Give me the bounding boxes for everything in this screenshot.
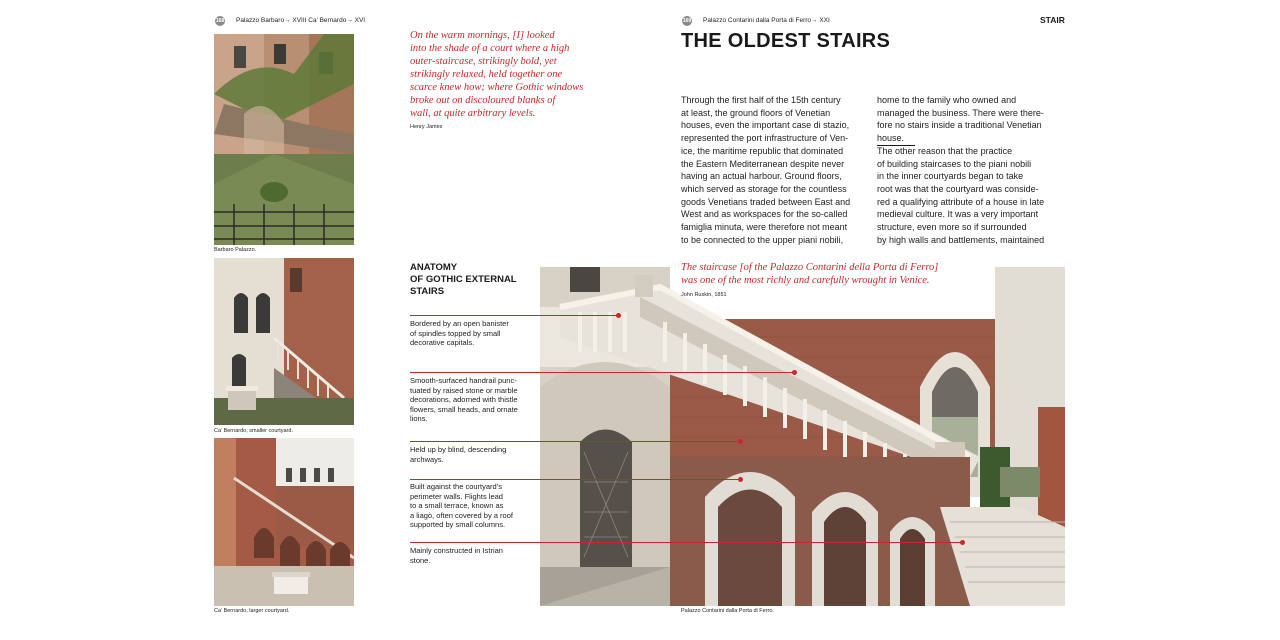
note-line: to a small terrace, known as (410, 501, 504, 510)
quote-line: wall, at quite arbitrary levels. (410, 108, 536, 119)
page-title: THE OLDEST STAIRS (681, 30, 891, 52)
quote-line: strikingly relaxed, held together one (410, 69, 563, 80)
body-line: famiglia minuta, were therefore not meant (681, 222, 848, 233)
body-line: home to the family who owned and (877, 95, 1017, 105)
note-line: tuated by raised stone or marble (410, 385, 518, 395)
note-line: stone. (410, 555, 431, 565)
photo-caption-ca-bernardo-smaller: Ca’ Bernardo, smaller courtyard. (214, 428, 293, 434)
callout-dot-handrail (792, 370, 797, 375)
note-line: supported by small columns. (410, 520, 506, 529)
note-line: Mainly constructed in Istrian (410, 546, 503, 555)
body-line: Through the first half of the 15th century (681, 95, 841, 105)
anatomy-heading-line: STAIRS (410, 286, 445, 297)
quote-henry-james (410, 29, 610, 120)
photo-caption-ca-bernardo-larger: Ca’ Bernardo, larger courtyard. (214, 608, 290, 614)
callout-line-banister (410, 315, 618, 316)
running-header-left: Palazzo Barbaro→ XVIII Ca’ Bernardo→ XVI (236, 17, 366, 24)
body-line: represented the port infrastructure of Ven- (681, 133, 849, 144)
quote-line: outer-staircase, strikingly bold, yet (410, 56, 557, 67)
note-line: Held up by blind, descending (410, 445, 507, 454)
note-line: decorations, adorned with thistle (410, 395, 518, 404)
body-line: The other reason that the practice (877, 145, 1013, 156)
quote-line: The staircase [of the Palazzo Contarini della Porta di Ferro] (681, 262, 939, 273)
section-label: STAIR (1040, 15, 1065, 25)
callout-dot-archways (738, 439, 743, 444)
paragraph-rule (877, 145, 915, 146)
body-line: in the inner courtyards began to take (877, 171, 1024, 182)
body-column-2 (877, 94, 1069, 246)
callout-line-handrail (410, 372, 794, 373)
quote-author-henry-james: Henry James (410, 124, 443, 130)
body-line: ice, the maritime republic that dominated (681, 145, 844, 156)
quote-john-ruskin (681, 261, 971, 287)
body-line: having an actual harbour. Ground floors, (681, 171, 842, 182)
quote-author-john-ruskin: John Ruskin, 1851 (681, 292, 727, 298)
quote-line: was one of the most richly and carefully wrought in Venice. (681, 275, 930, 286)
body-line: structure, even more so if surrounded (877, 222, 1027, 233)
page-number-left: 168 (215, 18, 225, 24)
body-line: West and as workspaces for the so-called (681, 209, 848, 220)
anatomy-note-handrail (410, 376, 535, 424)
body-line: red a qualifying attribute of a house in late (877, 196, 1045, 207)
photo-barbaro-palazzo (214, 34, 354, 245)
note-line: flowers, small heads, and ornate (410, 404, 518, 414)
quote-line: broke out on discoloured blanks of (410, 95, 556, 106)
note-line: archways. (410, 454, 444, 464)
body-line: managed the business. There were there- (877, 107, 1044, 118)
body-line: the Eastern Mediterranean despite never (681, 158, 845, 169)
photo-ca-bernardo-larger (214, 438, 354, 606)
anatomy-note-archways (410, 445, 535, 464)
photo-caption-palazzo-contarini: Palazzo Contarini dalla Porta di Ferro. (681, 608, 774, 614)
body-line: medieval culture. It was a very important (877, 209, 1039, 220)
anatomy-note-istrian-stone (410, 546, 535, 565)
body-column-1 (681, 94, 873, 246)
note-line: of spindles topped by small (410, 328, 501, 338)
callout-dot-perimeter-walls (738, 477, 743, 482)
running-header-right: Palazzo Contarini dalla Porta di Ferro→ XXI (703, 17, 830, 24)
note-line: perimeter walls. Flights lead (410, 491, 503, 501)
callout-line-istrian-stone (410, 542, 962, 543)
body-line: which served as storage for the countless (681, 183, 847, 194)
anatomy-note-perimeter-walls (410, 482, 535, 530)
note-line: lions. (410, 414, 428, 423)
quote-line: scarce knew how; where Gothic windows (410, 82, 584, 93)
body-line: by high walls and battlements, maintained (877, 234, 1045, 245)
body-line: goods Venetians traded between East and (681, 196, 851, 207)
photo-caption-barbaro: Barbaro Palazzo. (214, 247, 257, 253)
body-line: of building staircases to the piani nobili (877, 158, 1032, 169)
note-line: Built against the courtyard’s (410, 482, 502, 491)
quote-line: On the warm mornings, [I] looked (410, 30, 555, 41)
body-line: houses, even the important case di stazio, (681, 120, 850, 131)
callout-line-perimeter-walls (410, 479, 740, 480)
callout-line-archways (410, 441, 740, 442)
note-line: a liagò, often covered by a roof (410, 510, 513, 520)
photo-ca-bernardo-smaller (214, 258, 354, 425)
anatomy-heading (410, 262, 517, 298)
anatomy-heading-line: OF GOTHIC EXTERNAL (410, 274, 517, 285)
note-line: Smooth-surfaced handrail punc- (410, 376, 517, 385)
callout-dot-banister (616, 313, 621, 318)
callout-dot-istrian-stone (960, 540, 965, 545)
note-line: decorative capitals. (410, 338, 475, 347)
body-line: to be connected to the upper piani nobili, (681, 234, 844, 245)
body-line: at least, the ground floors of Venetian (681, 107, 831, 118)
quote-line: into the shade of a court where a high (410, 43, 570, 54)
body-line: fore no stairs inside a traditional Venetian (877, 120, 1042, 131)
body-line: house. (877, 133, 905, 144)
note-line: Bordered by an open banister (410, 319, 509, 328)
anatomy-heading-line: ANATOMY (410, 262, 458, 273)
body-line: root was that the courtyard was conside- (877, 183, 1039, 194)
page-number-right: 169 (682, 18, 692, 24)
anatomy-note-banister (410, 319, 535, 348)
